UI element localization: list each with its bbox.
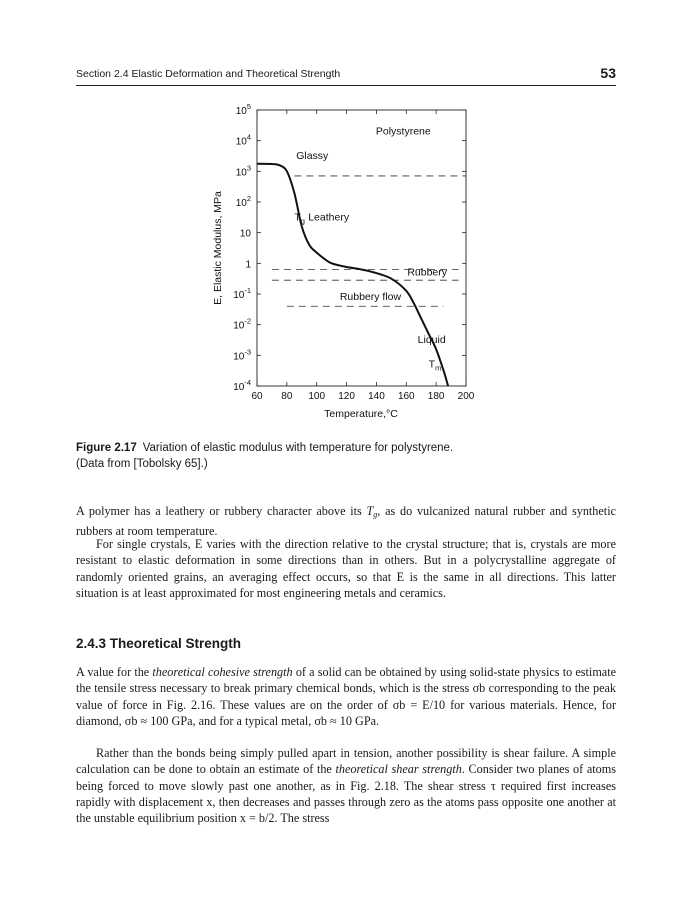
- x-axis-label: Temperature,°C: [324, 408, 398, 420]
- p1-text-b: , as do vulcanized natural rubber and synthetic rubbers at room temperature.: [76, 504, 616, 539]
- annotation-liquid: Liquid: [417, 334, 446, 347]
- y-tick-label: $10^4$: [235, 132, 251, 148]
- running-section-title: Section 2.4 Elastic Deformation and Theoretical Strength: [76, 68, 341, 80]
- modulus-temperature-chart: [205, 95, 495, 430]
- x-tick-label: 60: [251, 391, 263, 402]
- x-tick-label: 120: [338, 391, 355, 402]
- annotation-polystyrene: Polystyrene: [375, 125, 431, 138]
- x-axis-ticks: [251, 110, 474, 402]
- y-tick-label: $10^5$: [235, 102, 251, 117]
- p4-text-a: Rather than the bonds being simply pulled apart in tension, another possibility is shear failure. A simple calculation can be done to obtain an estimate of the: [76, 746, 616, 777]
- figure-caption: [76, 440, 616, 472]
- x-tick-label: 180: [427, 391, 445, 402]
- paragraph-cohesive-strength: [76, 664, 616, 729]
- x-tick-label: 100: [308, 391, 326, 402]
- annotation-rubbery: Rubbery: [407, 266, 448, 279]
- p4-text-b: . Consider two planes of atoms being forced to move slowly past one another, as in Fig. 2.18. The shear stress τ required first increases rapidly with displacement x, then decreases and passes through zero as the atoms pass opposite one another at the unstable equilibrium position x = b/2. The stress: [76, 762, 616, 826]
- tg-label-main: T: [294, 211, 301, 224]
- x-tick-label: 80: [281, 391, 293, 402]
- y-tick-label: $10^{-3}$: [233, 347, 251, 363]
- annotation-glassy: Glassy: [296, 150, 329, 163]
- y-tick-label: 10: [239, 228, 251, 240]
- chart-annotations: [296, 126, 448, 347]
- section-heading: 2.4.3 Theoretical Strength: [76, 636, 242, 651]
- p1-tg: T: [366, 504, 374, 518]
- y-tick-label: $10^{-2}$: [233, 316, 251, 332]
- x-tick-label: 160: [397, 391, 415, 402]
- p3-text-b: of a solid can be obtained by using solid-state physics to estimate the tensile stress necessary to break primary chemical bonds, which is the stress σb corresponding to the peak value of force in Fig. 2.16. These values are on the order of σb = E/10 for various materials. Hence, for diamond, σb ≈ 100 GPa, and for a typical metal, σb ≈ 10 GPa.: [76, 665, 617, 728]
- p1-text-a: A polymer has a leathery or rubbery character above its: [76, 504, 367, 518]
- y-axis-ticks: [233, 102, 466, 393]
- y-axis-label: E, Elastic Modulus, MPa: [212, 191, 224, 305]
- p4-emphasis: theoretical shear strength: [335, 762, 462, 777]
- paragraph-crystals: For single crystals, E varies with the direction relative to the crystal structure; that is, crystals are more resistant to elastic deformation in some directions than in others. But in a polycrystalline aggregate of randomly oriented grains, an averaging effect occurs, so that E is the same in all directions. This latter situation is at least approximated for most engineering metals and ceramics.: [76, 537, 616, 600]
- page-header: [76, 67, 616, 86]
- annotation-rubbery-flow: Rubbery flow: [339, 291, 402, 304]
- figure-caption-source: (Data from [Tobolsky 65].): [76, 458, 208, 470]
- y-tick-label: $10^3$: [235, 163, 251, 179]
- page-number: 53: [600, 65, 616, 81]
- tg-label-sub: g: [300, 216, 305, 226]
- annotation-leathery: Leathery: [308, 211, 350, 224]
- x-tick-label: 200: [457, 391, 475, 402]
- figure-label: Figure 2.17: [76, 442, 137, 454]
- tm-label-sub: m: [435, 363, 442, 373]
- y-tick-label: $10^{-4}$: [233, 378, 251, 393]
- y-tick-label: $10^2$: [235, 194, 251, 209]
- tm-label-main: T: [428, 358, 436, 371]
- p3-emphasis: theoretical cohesive strength: [152, 665, 293, 679]
- chart-dashed-levels: [272, 176, 466, 306]
- paragraph-shear-strength: [76, 745, 616, 826]
- p1-tg-sub: g: [373, 510, 378, 519]
- figure-caption-text: Variation of elastic modulus with temperature for polystyrene.: [142, 442, 454, 454]
- paragraph-polymer: [76, 503, 616, 540]
- tg-label: [294, 211, 305, 225]
- p3-text-a: A value for the: [76, 665, 153, 679]
- y-tick-label: $10^{-1}$: [233, 286, 251, 301]
- x-tick-label: 140: [368, 391, 385, 402]
- y-tick-label: 1: [245, 259, 251, 271]
